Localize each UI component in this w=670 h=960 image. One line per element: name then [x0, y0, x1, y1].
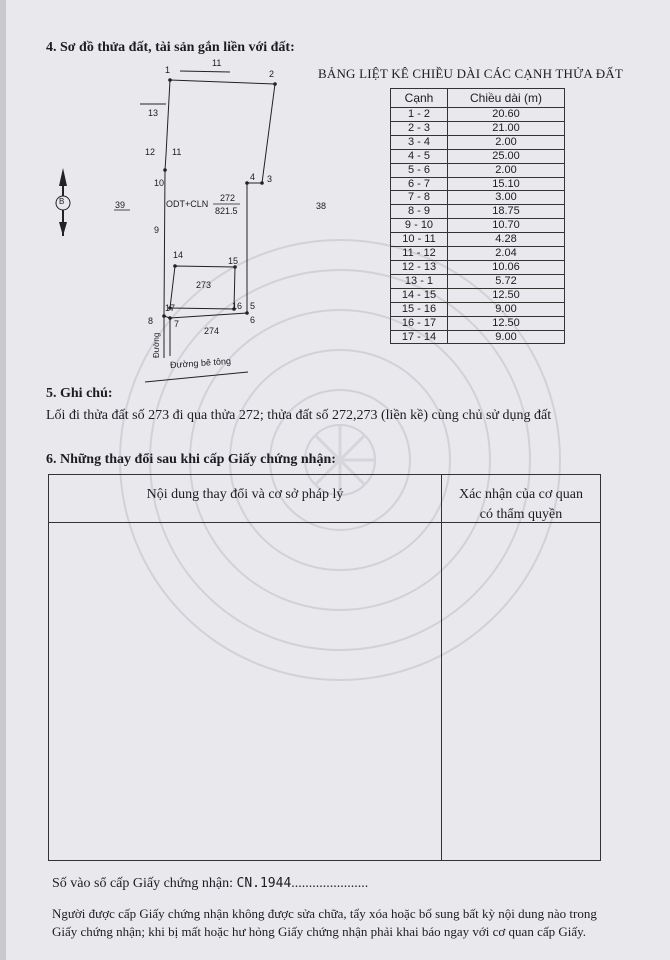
table-row — [391, 302, 565, 316]
length-cell: 4.28 — [448, 233, 565, 247]
length-cell: 18.75 — [448, 205, 565, 219]
length-cell: 21.00 — [448, 121, 565, 135]
point-label-8: 8 — [148, 316, 154, 326]
table-row — [391, 121, 565, 135]
point-label-10: 10 — [154, 178, 165, 188]
edge-cell: 9 - 10 — [391, 219, 448, 233]
length-cell: 12.50 — [448, 288, 565, 302]
section5-title: 5. Ghi chú: — [46, 386, 113, 401]
length-cell: 9.00 — [448, 302, 565, 316]
edge-cell: 15 - 16 — [391, 302, 448, 316]
road-side-label: Đường — [152, 332, 161, 358]
point-label-2: 2 — [269, 69, 275, 79]
edge-cell: 2 - 3 — [391, 121, 448, 135]
point-label-16: 16 — [232, 301, 243, 311]
length-cell: 2.00 — [448, 163, 565, 177]
edge-cell: 6 - 7 — [391, 177, 448, 191]
edge-cell: 11 - 12 — [391, 247, 448, 261]
header-length: Chiều dài (m) — [448, 89, 565, 108]
land-use-code: ODT+CLN — [166, 199, 209, 209]
table-row — [391, 163, 565, 177]
point-label-6: 6 — [250, 315, 256, 325]
table-row — [391, 219, 565, 233]
point-label-12: 12 — [145, 147, 156, 157]
compass-letter: B — [59, 197, 65, 206]
point-label-14: 14 — [173, 250, 184, 260]
table-row — [391, 247, 565, 261]
point-label-5: 5 — [250, 301, 256, 311]
point-label-15: 15 — [228, 256, 239, 266]
table-row — [391, 260, 565, 274]
table-row — [391, 274, 565, 288]
table-row — [391, 205, 565, 219]
changes-confirmation-header — [442, 485, 600, 525]
registration-dots: ...................... — [291, 876, 369, 891]
edge-cell: 10 - 11 — [391, 233, 448, 247]
point-label-3: 3 — [267, 174, 273, 184]
edge-cell: 12 - 13 — [391, 260, 448, 274]
table-row — [391, 108, 565, 122]
parcel-273-number: 273 — [196, 280, 212, 290]
parcel-272-number: 272 — [220, 193, 236, 203]
length-cell: 10.70 — [448, 219, 565, 233]
table-row — [391, 177, 565, 191]
length-cell: 2.04 — [448, 247, 565, 261]
neighbor-39: 39 — [115, 200, 126, 210]
length-cell: 12.50 — [448, 316, 565, 330]
edge-cell: 14 - 15 — [391, 288, 448, 302]
point-label-11: 11 — [172, 147, 182, 157]
edge-cell: 7 - 8 — [391, 191, 448, 205]
table-row — [391, 149, 565, 163]
registration-number: CN.1944 — [236, 876, 292, 891]
road-bottom-label: Đường bê tông — [169, 355, 232, 371]
length-cell: 3.00 — [448, 191, 565, 205]
section4-title: 4. Sơ đồ thửa đất, tài sản gắn liền với đất: — [46, 40, 295, 55]
header-edge: Cạnh — [391, 89, 448, 108]
edge-cell: 17 - 14 — [391, 330, 448, 344]
confirmation-header-line1: Xác nhận của cơ quan — [458, 487, 583, 502]
table-row — [391, 135, 565, 149]
length-cell: 10.06 — [448, 260, 565, 274]
point-label-7: 7 — [174, 319, 180, 329]
length-cell: 5.72 — [448, 274, 565, 288]
registration-line — [52, 876, 368, 892]
point-label-13: 13 — [148, 108, 159, 118]
point-label-9: 9 — [154, 225, 160, 235]
parcel-map — [55, 58, 305, 388]
warning-line-1: Người được cấp Giấy chứng nhận không được sửa chữa, tẩy xóa hoặc bổ sung bất kỳ nội dung nào trong — [52, 906, 597, 921]
edge-length-table — [390, 88, 565, 344]
edge-cell: 5 - 6 — [391, 163, 448, 177]
edge-cell: 1 - 2 — [391, 108, 448, 122]
parcel-272-area: 821.5 — [215, 206, 238, 216]
edge-cell: 8 - 9 — [391, 205, 448, 219]
section6-title: 6. Những thay đổi sau khi cấp Giấy chứng nhận: — [46, 452, 336, 467]
changes-content-header: Nội dung thay đổi và cơ sở pháp lý — [146, 487, 344, 502]
warning-line-2: Giấy chứng nhận; khi bị mất hoặc hư hỏng Giấy chứng nhận phải khai báo ngay với cơ quan cấp Giấy. — [52, 924, 587, 939]
point-label-17: 17 — [165, 303, 176, 313]
edge-label-top: 11 — [212, 58, 222, 68]
changes-table — [48, 474, 601, 861]
edge-cell: 13 - 1 — [391, 274, 448, 288]
table-row — [391, 191, 565, 205]
confirmation-header-line2: có thẩm quyền — [479, 507, 563, 522]
registration-label: Số vào sổ cấp Giấy chứng nhận: — [52, 876, 233, 891]
edge-cell: 4 - 5 — [391, 149, 448, 163]
table-row — [391, 316, 565, 330]
edge-cell: 16 - 17 — [391, 316, 448, 330]
neighbor-38: 38 — [316, 201, 327, 211]
note-text: Lối đi thửa đất số 273 đi qua thửa 272; thửa đất số 272,273 (liền kề) cùng chủ sử dụng đất — [46, 408, 552, 423]
length-cell: 20.60 — [448, 108, 565, 122]
length-cell: 25.00 — [448, 149, 565, 163]
table-row — [391, 330, 565, 344]
length-cell: 15.10 — [448, 177, 565, 191]
point-label-4: 4 — [250, 172, 256, 182]
parcel-274-number: 274 — [204, 326, 220, 336]
length-cell: 9.00 — [448, 330, 565, 344]
edge-cell: 3 - 4 — [391, 135, 448, 149]
length-cell: 2.00 — [448, 135, 565, 149]
table-row — [391, 288, 565, 302]
table-row — [391, 233, 565, 247]
point-label-1: 1 — [165, 65, 171, 75]
edge-table-title: BẢNG LIỆT KÊ CHIỀU DÀI CÁC CẠNH THỬA ĐẤT — [318, 66, 624, 81]
